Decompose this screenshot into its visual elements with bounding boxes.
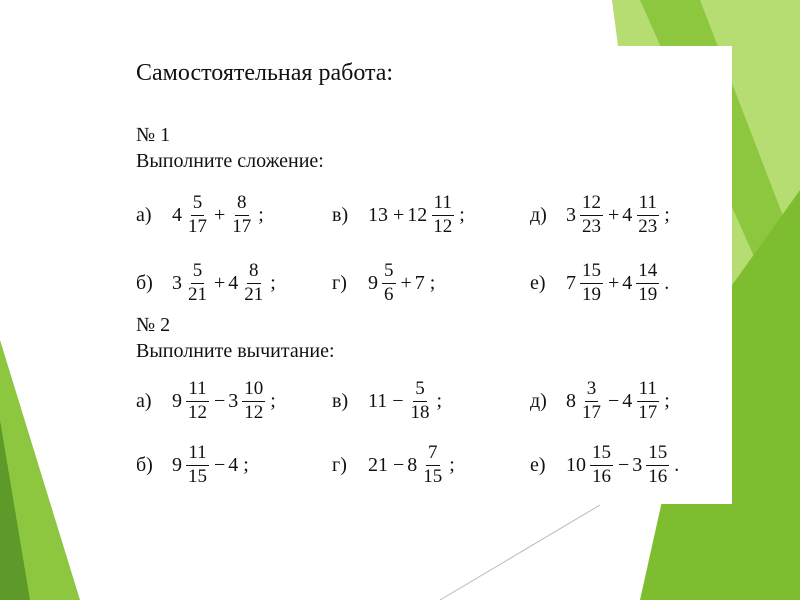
fraction-numerator: 15 <box>580 261 603 284</box>
punctuation: ; <box>258 203 264 226</box>
operator: − <box>392 389 404 412</box>
whole-number: 11 <box>368 389 388 412</box>
punctuation: ; <box>449 453 455 476</box>
fraction-numerator: 11 <box>637 379 659 402</box>
whole-number: 7 <box>414 271 425 294</box>
exercise-1e <box>530 248 669 318</box>
fraction-numerator: 7 <box>426 443 440 466</box>
exercise-1a <box>136 180 264 250</box>
exercise-label: е) <box>530 453 546 476</box>
fraction <box>186 193 209 238</box>
exercise-2d <box>530 366 670 436</box>
worksheet-card <box>120 46 732 504</box>
fraction <box>636 261 659 306</box>
punctuation: . <box>664 271 670 294</box>
punctuation: ; <box>270 389 276 412</box>
punctuation: ; <box>429 271 436 294</box>
exercise-label: д) <box>530 389 547 412</box>
whole-number: 21 <box>368 453 388 476</box>
fraction-numerator: 11 <box>186 443 208 466</box>
fraction-numerator: 15 <box>590 443 613 466</box>
exercise-label: г) <box>332 271 347 294</box>
fraction-numerator: 8 <box>247 261 261 284</box>
exercise-2b <box>136 430 249 500</box>
fraction-denominator: 18 <box>410 401 430 423</box>
fraction <box>580 379 603 424</box>
fraction <box>431 193 454 238</box>
exercise-1d <box>530 180 670 250</box>
exercise-label: е) <box>530 271 546 294</box>
operator: + <box>608 203 620 226</box>
exercise-label: б) <box>136 453 153 476</box>
operator: − <box>618 453 630 476</box>
whole-number: 9 <box>172 389 182 412</box>
fraction-denominator: 17 <box>232 215 252 237</box>
exercise-2v <box>332 366 442 436</box>
whole-number: 3 <box>228 389 239 412</box>
exercise-label: а) <box>136 389 152 412</box>
fraction-numerator: 14 <box>636 261 659 284</box>
operator: + <box>608 271 620 294</box>
operator: + <box>393 203 405 226</box>
operator: + <box>400 271 412 294</box>
exercise-1v <box>332 180 465 250</box>
punctuation: ; <box>270 271 276 294</box>
whole-number: 3 <box>172 271 182 294</box>
fraction <box>242 261 265 306</box>
fraction <box>580 193 603 238</box>
fraction-numerator: 12 <box>580 193 603 216</box>
fraction-denominator: 16 <box>592 465 611 487</box>
fraction <box>580 261 603 306</box>
fraction-denominator: 17 <box>188 215 207 237</box>
fraction-numerator: 11 <box>186 379 208 402</box>
punctuation: ; <box>243 453 249 476</box>
whole-number: 3 <box>566 203 576 226</box>
fraction <box>636 193 659 238</box>
fraction <box>382 261 396 306</box>
fraction-denominator: 17 <box>582 401 601 423</box>
whole-number: 10 <box>566 453 586 476</box>
punctuation: . <box>674 453 680 476</box>
exercise-label: б) <box>136 271 153 294</box>
whole-number: 13 <box>368 203 388 226</box>
whole-number: 9 <box>368 271 378 294</box>
section-1-number: № 1 <box>136 124 171 146</box>
operator: + <box>214 203 226 226</box>
fraction-numerator: 3 <box>585 379 599 402</box>
fraction <box>186 443 209 488</box>
fraction-numerator: 10 <box>242 379 265 402</box>
fraction-denominator: 21 <box>244 283 264 305</box>
fraction-denominator: 21 <box>188 283 207 305</box>
fraction-denominator: 12 <box>433 215 453 237</box>
punctuation: ; <box>436 389 443 412</box>
whole-number: 7 <box>566 271 576 294</box>
fraction <box>646 443 669 488</box>
fraction <box>409 379 432 424</box>
fraction-denominator: 12 <box>244 401 264 423</box>
whole-number: 4 <box>622 389 633 412</box>
operator: − <box>214 389 226 412</box>
exercise-label: г) <box>332 453 347 476</box>
fraction-numerator: 5 <box>382 261 396 284</box>
whole-number: 12 <box>407 203 428 226</box>
fraction-numerator: 11 <box>637 193 659 216</box>
fraction-denominator: 19 <box>638 283 658 305</box>
punctuation: ; <box>664 389 670 412</box>
whole-number: 3 <box>632 453 643 476</box>
exercise-2g <box>332 430 455 500</box>
whole-number: 9 <box>172 453 182 476</box>
exercise-2a <box>136 366 276 436</box>
fraction-numerator: 8 <box>235 193 249 216</box>
fraction <box>186 261 209 306</box>
whole-number: 4 <box>228 453 239 476</box>
thin-diagonal-line <box>440 505 600 600</box>
fraction <box>421 443 444 488</box>
operator: − <box>393 453 405 476</box>
fraction-numerator: 5 <box>191 193 205 216</box>
exercise-label: в) <box>332 203 349 226</box>
fraction-denominator: 19 <box>582 283 601 305</box>
fraction <box>186 379 209 424</box>
whole-number: 8 <box>566 389 576 412</box>
whole-number: 4 <box>622 271 633 294</box>
fraction <box>230 193 253 238</box>
fraction-denominator: 12 <box>188 401 207 423</box>
section-1-instruction: Выполните сложение: <box>136 150 324 172</box>
whole-number: 4 <box>172 203 182 226</box>
whole-number: 4 <box>228 271 239 294</box>
page-title: Самостоятельная работа: <box>136 60 394 86</box>
exercise-1b <box>136 248 276 318</box>
punctuation: ; <box>459 203 465 226</box>
punctuation: ; <box>664 203 670 226</box>
fraction-numerator: 5 <box>191 261 205 284</box>
fraction <box>590 443 613 488</box>
fraction <box>636 379 659 424</box>
fraction-denominator: 6 <box>384 283 394 305</box>
fraction-denominator: 17 <box>638 401 658 423</box>
fraction-numerator: 5 <box>413 379 427 402</box>
fraction-denominator: 16 <box>648 465 668 487</box>
fraction-numerator: 11 <box>432 193 454 216</box>
operator: − <box>214 453 226 476</box>
exercise-1g <box>332 248 435 318</box>
exercise-label: а) <box>136 203 152 226</box>
operator: + <box>214 271 226 294</box>
fraction-denominator: 15 <box>423 465 443 487</box>
exercise-2e <box>530 430 679 500</box>
whole-number: 4 <box>622 203 633 226</box>
fraction <box>242 379 265 424</box>
section-2-instruction: Выполните вычитание: <box>136 340 335 362</box>
fraction-denominator: 23 <box>582 215 601 237</box>
fraction-denominator: 23 <box>638 215 658 237</box>
whole-number: 8 <box>407 453 418 476</box>
section-2-number: № 2 <box>136 314 171 336</box>
exercise-label: в) <box>332 389 349 412</box>
operator: − <box>608 389 620 412</box>
exercise-label: д) <box>530 203 547 226</box>
fraction-denominator: 15 <box>188 465 207 487</box>
fraction-numerator: 15 <box>646 443 669 466</box>
